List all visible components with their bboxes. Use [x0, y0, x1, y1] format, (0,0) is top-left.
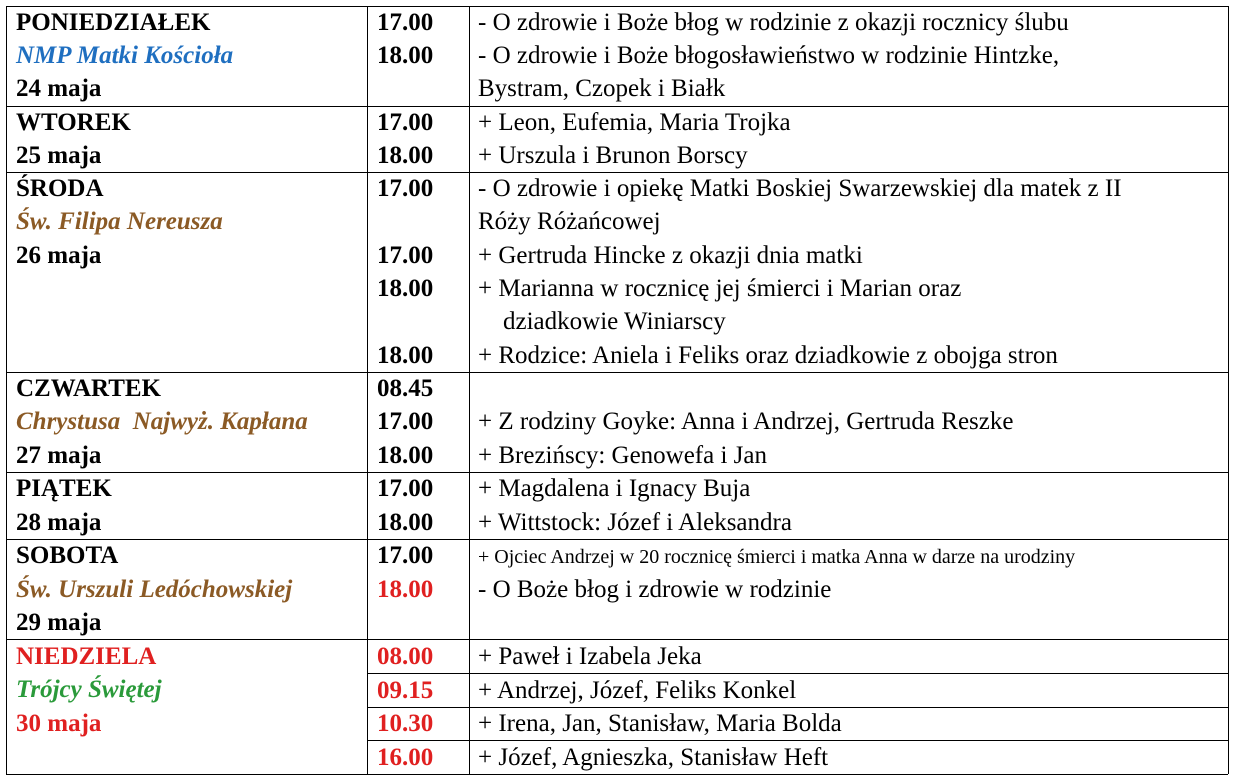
feast-name: Św. Filipa Nereusza — [16, 208, 223, 235]
mass-time: 18.00 — [377, 576, 434, 603]
mass-intention: - O Boże błog i zdrowie w rodzinie — [478, 576, 832, 603]
day-name: PONIEDZIAŁEK — [16, 9, 211, 36]
day-name: CZWARTEK — [16, 375, 161, 402]
table-border-bottom — [6, 774, 1228, 775]
mass-time: 17.00 — [377, 475, 434, 502]
mass-time: 18.00 — [377, 509, 434, 536]
mass-intention: + Marianna w rocznicę jej śmierci i Marian oraz — [478, 275, 962, 302]
mass-time: 17.00 — [377, 9, 434, 36]
day-date: 24 maja — [16, 75, 102, 102]
mass-intention: + Gertruda Hincke z okazji dnia matki — [478, 242, 863, 269]
mass-time: 08.00 — [377, 643, 434, 670]
day-date: 27 maja — [16, 442, 102, 469]
day-date: 30 maja — [16, 710, 102, 737]
row-divider — [6, 539, 1228, 540]
day-name: WTOREK — [16, 109, 131, 136]
feast-name: Chrystusa Najwyż. Kapłana — [16, 408, 308, 435]
day-name: PIĄTEK — [16, 475, 112, 502]
mass-time: 17.00 — [377, 109, 434, 136]
row-divider — [6, 372, 1228, 373]
day-date: 26 maja — [16, 242, 102, 269]
mass-intention: - O zdrowie i Boże błog w rodzinie z okazji rocznicy ślubu — [478, 9, 1069, 36]
mass-intention: + Rodzice: Aniela i Feliks oraz dziadkowie z obojga stron — [478, 342, 1058, 369]
mass-intention: + Leon, Eufemia, Maria Trojka — [478, 109, 791, 136]
mass-intention-continued: Róży Różańcowej — [478, 208, 661, 235]
day-name: ŚRODA — [16, 175, 104, 202]
feast-name: NMP Matki Kościoła — [16, 42, 234, 69]
mass-intention: + Wittstock: Józef i Aleksandra — [478, 509, 792, 536]
mass-intention: + Józef, Agnieszka, Stanisław Heft — [478, 744, 829, 771]
mass-time: 17.00 — [377, 542, 434, 569]
day-date: 25 maja — [16, 142, 102, 169]
mass-time: 08.45 — [377, 375, 434, 402]
column-divider-time — [367, 6, 368, 774]
mass-time: 17.00 — [377, 408, 434, 435]
mass-time: 18.00 — [377, 275, 434, 302]
mass-time: 18.00 — [377, 142, 434, 169]
mass-time: 10.30 — [377, 710, 434, 737]
mass-time: 17.00 — [377, 175, 434, 202]
table-border-right — [1228, 6, 1229, 774]
mass-intention-continued: dziadkowie Winiarscy — [503, 308, 726, 335]
mass-intention: + Andrzej, Józef, Feliks Konkel — [478, 677, 797, 704]
mass-intention: + Urszula i Brunon Borscy — [478, 142, 748, 169]
mass-intention: + Magdalena i Ignacy Buja — [478, 475, 751, 502]
mass-time: 17.00 — [377, 242, 434, 269]
day-name: NIEDZIELA — [16, 643, 157, 670]
column-divider-intention — [469, 6, 470, 774]
feast-name: Trójcy Świętej — [16, 676, 162, 703]
mass-intention: + Brezińscy: Genowefa i Jan — [478, 442, 768, 469]
mass-intention: + Irena, Jan, Stanisław, Maria Bolda — [478, 710, 842, 737]
mass-time: 18.00 — [377, 442, 434, 469]
feast-name: Św. Urszuli Ledóchowskiej — [16, 576, 293, 603]
mass-intention: - O zdrowie i opiekę Matki Boskiej Swarzewskiej dla matek z II — [478, 175, 1122, 202]
day-date: 28 maja — [16, 509, 102, 536]
mass-intention: + Paweł i Izabela Jeka — [478, 643, 702, 670]
mass-time: 16.00 — [377, 744, 434, 771]
mass-time: 18.00 — [377, 342, 434, 369]
mass-time: 18.00 — [377, 42, 434, 69]
mass-intention: - O zdrowie i Boże błogosławieństwo w rodzinie Hintzke, — [478, 42, 1060, 69]
day-date: 29 maja — [16, 609, 102, 636]
table-border-left — [6, 6, 7, 774]
mass-intention: + Z rodziny Goyke: Anna i Andrzej, Gertruda Reszke — [478, 408, 1014, 435]
day-name: SOBOTA — [16, 542, 119, 569]
mass-time: 09.15 — [377, 677, 434, 704]
mass-intention: + Ojciec Andrzej w 20 rocznicę śmierci i matka Anna w darze na urodziny — [478, 546, 1076, 568]
mass-intention-continued: Bystram, Czopek i Białk — [478, 75, 726, 102]
